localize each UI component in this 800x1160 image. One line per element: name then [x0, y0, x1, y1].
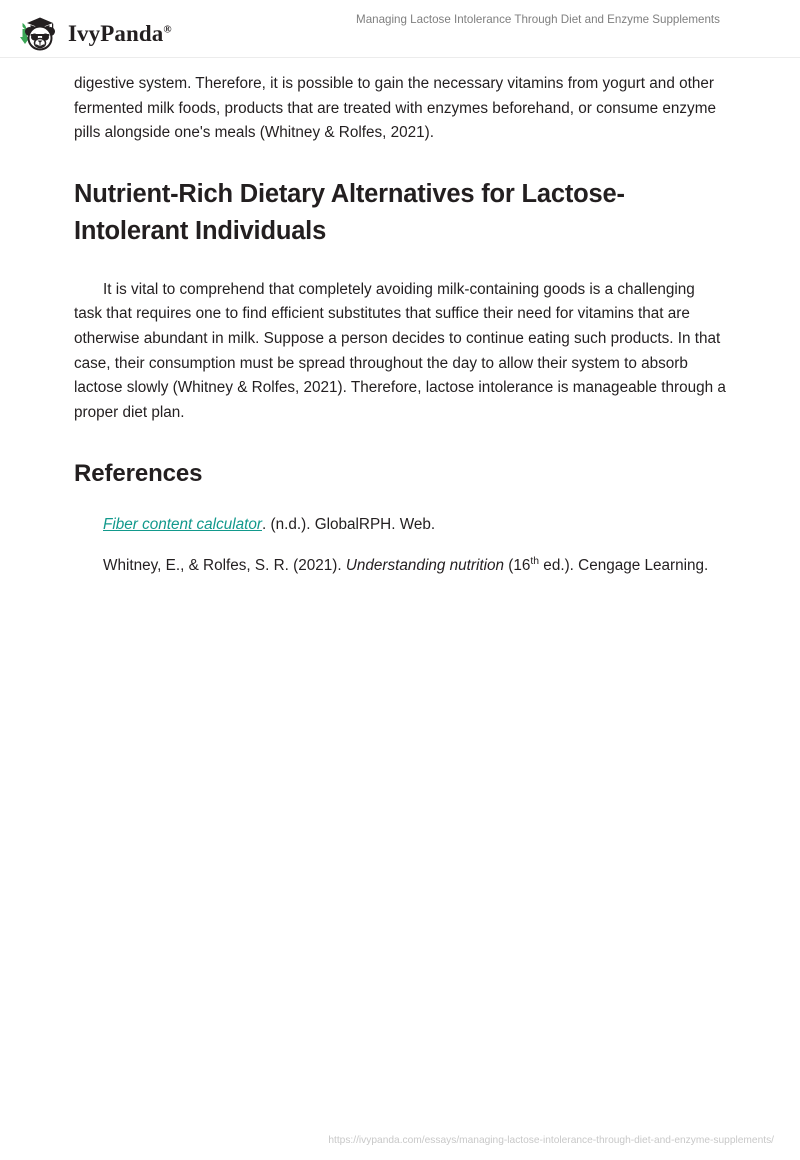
document-header-title: Managing Lactose Intolerance Through Diet and Enzyme Supplements — [356, 13, 720, 26]
footer-source-url[interactable]: https://ivypanda.com/essays/managing-lactose-intolerance-through-diet-and-enzyme-supplements/ — [328, 1134, 774, 1146]
spacer — [74, 538, 726, 554]
section-paragraph — [74, 278, 726, 426]
section-heading: Nutrient-Rich Dietary Alternatives for Lactose-Intolerant Individuals — [74, 179, 625, 245]
registered-mark: ® — [163, 22, 172, 35]
reference-entry-2-title: Understanding nutrition — [345, 556, 505, 574]
brand-name-text: IvyPanda — [68, 20, 164, 46]
references-heading: References — [74, 460, 203, 488]
ordinal-suffix: th — [530, 555, 540, 567]
continued-paragraph: digestive system. Therefore, it is possible to gain the necessary vitamins from yogurt and other fermented milk foods, products that are treated with enzymes beforehand, or consume enzyme pills alongside one's meals (Whitney & Rolfes, 2021). — [74, 75, 716, 142]
header-divider — [0, 57, 800, 58]
reference-entry-1 — [74, 513, 726, 538]
page-footer — [0, 1114, 800, 1160]
brand-logo[interactable] — [14, 12, 172, 54]
reference-entry-2-suffix: ed.). Cengage Learning. — [539, 556, 709, 574]
spacer — [74, 489, 726, 513]
reference-entry-1-rest: . (n.d.). GlobalRPH. Web. — [262, 516, 436, 534]
spacer — [74, 250, 726, 278]
reference-entry-2-middle: (16 — [504, 556, 531, 574]
panda-graduate-logo-icon — [14, 12, 62, 54]
reference-entry-2-prefix: Whitney, E., & Rolfes, S. R. (2021). — [103, 556, 346, 574]
reference-entry-2 — [74, 554, 726, 579]
section-paragraph-text: It is vital to comprehend that completely avoiding milk-containing goods is a challenging task that requires one to find efficient substitutes that suffice their need for vitamins that are otherwise abundant in milk. Suppose a person decides to continue eating such products. In that case, their consumption must be spread throughout the day to allow their system to absorb lactose slowly (Whitney & Rolfes, 2021). Therefore, lactose intolerance is manageable through a proper diet plan. — [74, 280, 726, 421]
brand-wordmark — [68, 22, 172, 45]
fiber-content-calculator-link[interactable]: Fiber content calculator — [103, 516, 262, 534]
document-content — [74, 72, 726, 579]
page-header — [0, 0, 800, 58]
